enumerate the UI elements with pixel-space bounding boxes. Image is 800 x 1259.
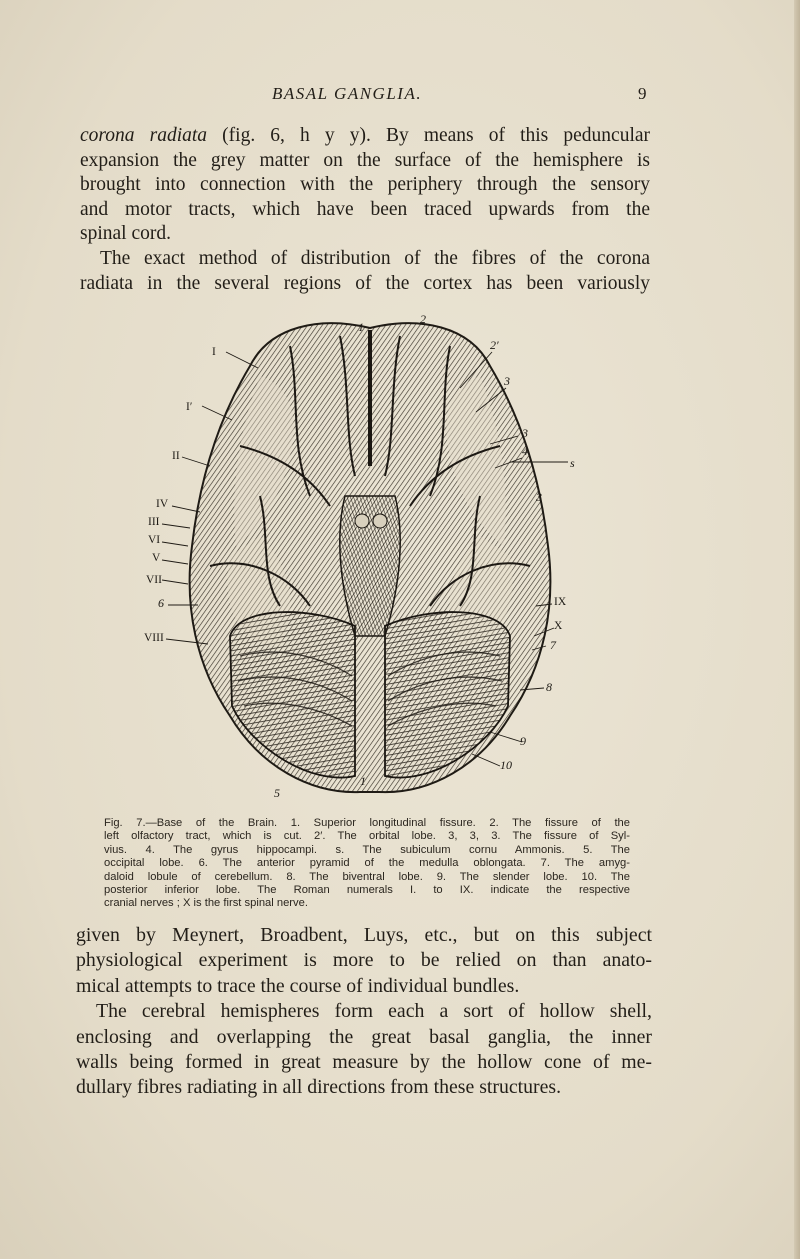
caption-line: posterior inferior lobe. The Roman numerals I. to IX. indicate the respective [104,884,630,897]
caption-line: Fig. 7.—Base of the Brain. 1. Superior longitudinal fissure. 2. The fissure of the [104,817,630,829]
bottom-paragraphs [76,923,652,1101]
fig-label: 6 [158,596,164,610]
fig-label: 2′ [490,338,499,352]
fig-label: 10 [500,758,512,772]
text-line: The cerebral hemispheres form each a sort of hollow shell, [96,1000,652,1023]
figure-caption [104,817,630,911]
fig-label: 3 [522,426,528,440]
fig-label: s [570,456,575,470]
text-line: and motor tracts, which have been traced upwards from the [80,198,650,220]
fig-label: 1 [358,320,364,334]
top-paragraphs [80,124,650,296]
running-title: BASAL GANGLIA. [272,84,423,103]
fig-label: 9 [520,734,526,748]
text-line: corona radiata (fig. 6, h y y). By means of this peduncular [80,125,651,146]
fig-label: 3 [504,374,510,388]
fig-label: 5 [274,786,280,800]
text-line: radiata in the several regions of the cortex has been variously [80,272,650,294]
text-line: enclosing and overlapping the great basal ganglia, the inner [76,1025,652,1048]
page-number: 9 [638,84,647,103]
caption-line: vius. 4. The gyrus hippocampi. s. The subiculum cornu Ammonis. 5. The [104,843,630,856]
fig-label: 3 [536,490,542,504]
text-line: dullary fibres radiating in all directions from these structures. [76,1076,562,1099]
page-edge [794,0,800,1259]
running-head [0,84,800,108]
fig-label: II [172,450,180,462]
caption-line: left olfactory tract, which is cut. 2′. The orbital lobe. 3, 3, 3. The fissure of Syl- [104,830,630,843]
fig-label: VI [148,534,161,546]
text-line: walls being formed in great measure by the hollow cone of me- [76,1051,652,1074]
fig-label: IV [156,498,169,510]
caption-line: cranial nerves ; X is the first spinal nerve. [104,897,308,910]
brain-engraving [140,306,600,806]
brainstem [340,496,400,636]
text-line: spinal cord. [80,223,171,245]
fig-label: 1 [360,774,366,788]
caption-line: daloid lobule of cerebellum. 8. The biventral lobe. 9. The slender lobe. 10. The [104,870,630,883]
fig-label: VII [146,574,162,586]
fig-label: V [152,552,161,564]
fig-label: 7 [550,638,556,652]
fig-label: 4 [522,444,528,458]
fig-label: I′ [186,401,193,413]
fig-label: 8 [546,680,552,694]
fig-label: X [554,620,563,632]
brain-figure [140,306,600,806]
fig-label: VIII [144,632,164,644]
fig-label: 2 [420,312,426,326]
fig-label: IX [554,596,567,608]
cerebellum [230,612,355,777]
fig-label: III [148,516,160,528]
text-line: given by Meynert, Broadbent, Luys, etc., but on this subject [76,924,652,946]
text-line: physiological experiment is more to be relied on than anato- [76,949,652,972]
text-line: expansion the grey matter on the surface of the hemisphere is [80,149,650,171]
fig-label: I [212,346,216,358]
text-line: brought into connection with the periphery through the sensory [80,174,650,196]
caption-line: occipital lobe. 6. The anterior pyramid of the medulla oblongata. 7. The amyg- [104,857,630,870]
text-line: mical attempts to trace the course of individual bundles. [76,974,520,997]
text-line: The exact method of distribution of the fibres of the corona [100,247,650,269]
